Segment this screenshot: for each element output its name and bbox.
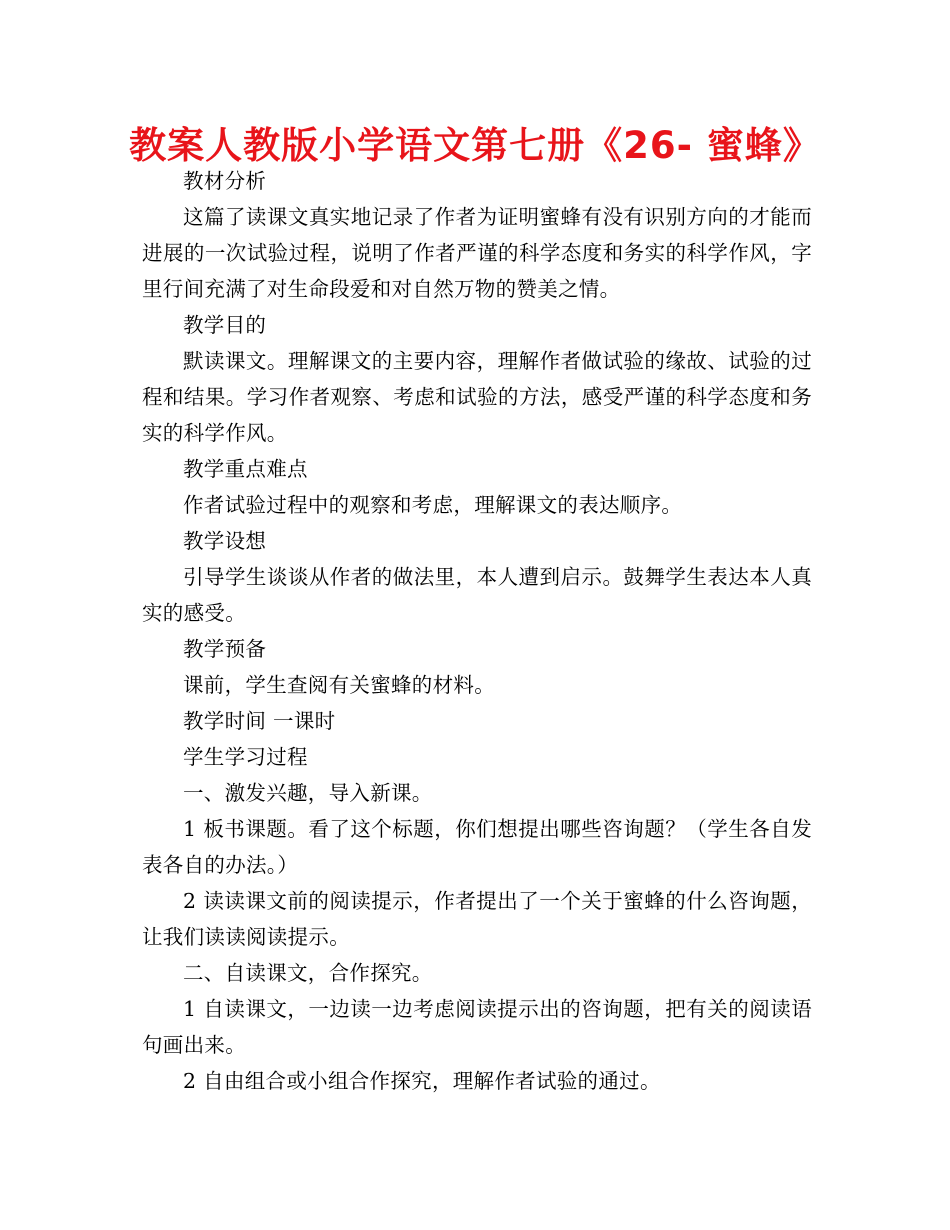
heading-teaching-goals: 教学目的 (183, 313, 267, 337)
section-one-heading: 一、激发兴趣，导入新课。 (183, 781, 433, 805)
section-two-heading: 二、自读课文，合作探究。 (183, 961, 433, 985)
section-one-item-2: 2 读读课文前的阅读提示，作者提出了一个关于蜜蜂的什么咨询题，让我们读读阅读提示。 (142, 889, 812, 949)
heading-teaching-plan: 教学设想 (183, 529, 267, 553)
heading-textbook-analysis: 教材分析 (183, 169, 267, 193)
paragraph-teaching-time: 教学时间 一课时 (183, 709, 336, 733)
section-two-item-2: 2 自由组合或小组合作探究，理解作者试验的通过。 (183, 1069, 661, 1093)
document-title: 教案人教版小学语文第七册《26- 蜜蜂》 (129, 124, 821, 167)
heading-preparation: 教学预备 (183, 637, 267, 661)
paragraph-preparation: 课前，学生查阅有关蜜蜂的材料。 (183, 673, 495, 697)
paragraph-textbook-analysis: 这篇了读课文真实地记录了作者为证明蜜蜂有没有识别方向的才能而进展的一次试验过程，说明了作者严谨的科学态度和务实的科学作风，字里行间充满了对生命段爱和对自然万物的赞美之情。 (142, 205, 812, 301)
heading-key-difficulties: 教学重点难点 (183, 457, 308, 481)
section-two-item-1: 1 自读课文，一边读一边考虑阅读提示出的咨询题，把有关的阅读语句画出来。 (142, 997, 812, 1057)
section-one-item-1: 1 板书课题。看了这个标题，你们想提出哪些咨询题？（学生各自发表各自的办法。） (142, 817, 812, 877)
paragraph-key-difficulties: 作者试验过程中的观察和考虑，理解课文的表达顺序。 (183, 493, 683, 517)
document-body (142, 163, 812, 1099)
heading-learning-process: 学生学习过程 (183, 745, 308, 769)
paragraph-teaching-plan: 引导学生谈谈从作者的做法里，本人遭到启示。鼓舞学生表达本人真实的感受。 (142, 565, 812, 625)
paragraph-teaching-goals: 默读课文。理解课文的主要内容，理解作者做试验的缘故、试验的过程和结果。学习作者观察、考虑和试验的方法，感受严谨的科学态度和务实的科学作风。 (142, 349, 812, 445)
